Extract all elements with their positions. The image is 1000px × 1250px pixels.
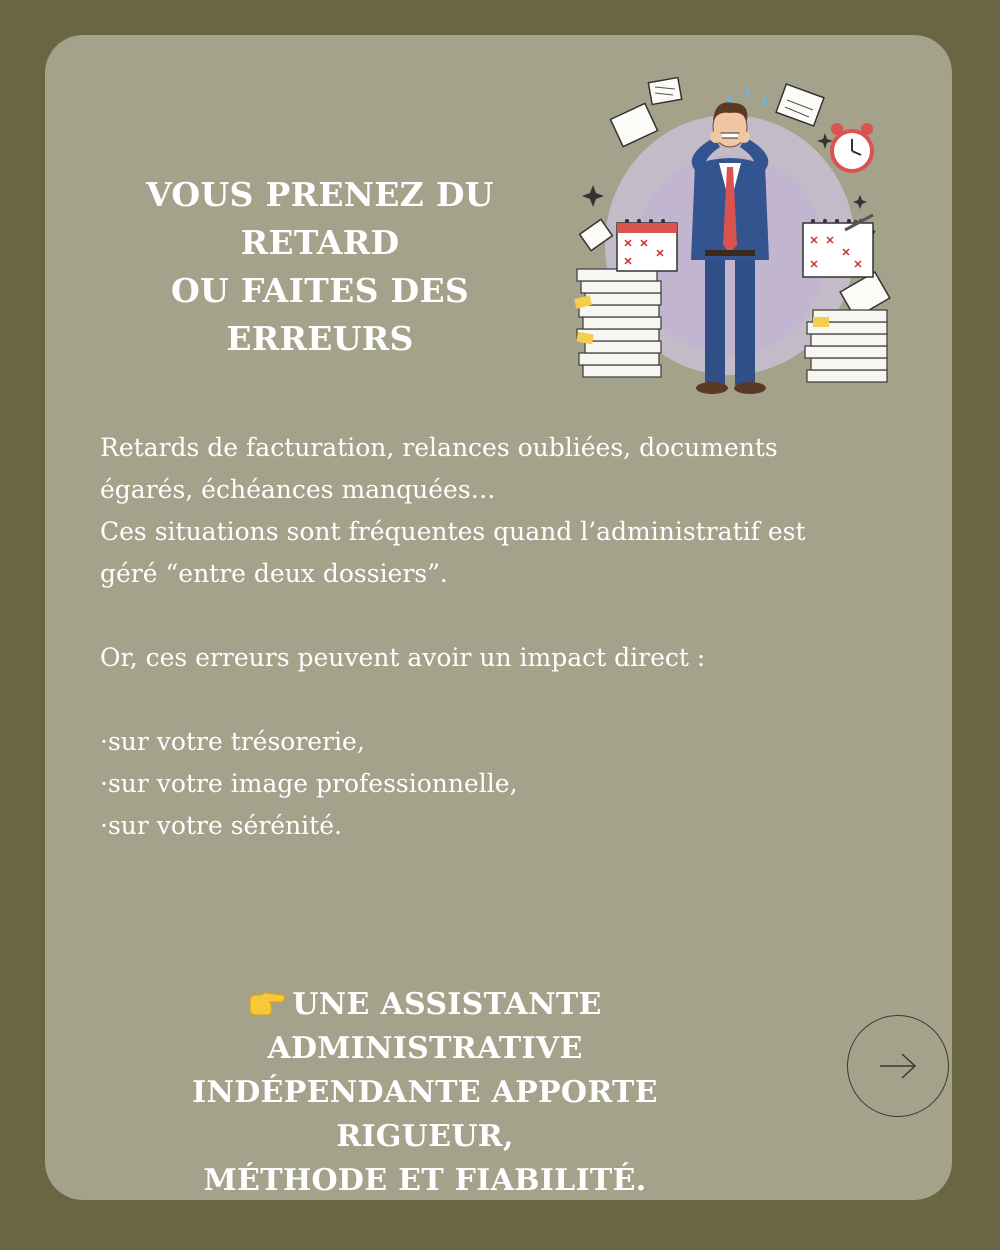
body-text [100,427,880,847]
bullet-item: ·sur votre sérénité. [100,811,342,840]
next-slide-button[interactable] [847,1015,949,1117]
cta-line-1-text: UNE ASSISTANTE ADMINISTRATIVE [267,987,602,1066]
body-line: égarés, échéances manquées… [100,475,496,504]
call-to-action [105,983,745,1200]
title-line-1: VOUS PRENEZ DU RETARD [146,175,494,262]
impact-intro: Or, ces erreurs peuvent avoir un impact direct : [100,643,706,672]
page-title [75,171,565,363]
cta-line-3: MÉTHODE ET FIABILITÉ. [203,1163,647,1198]
content-card [45,35,952,1200]
cta-line-1 [105,983,745,1071]
bullet-item: ·sur votre trésorerie, [100,727,365,756]
body-line: Retards de facturation, relances oubliées, documents [100,433,778,462]
bullet-item: ·sur votre image professionnelle, [100,769,518,798]
cta-line-2: INDÉPENDANTE APPORTE RIGUEUR, [192,1075,658,1154]
pointing-hand-icon [248,989,286,1017]
body-line: Ces situations sont fréquentes quand l’administratif est [100,517,806,546]
body-line: géré “entre deux dossiers”. [100,559,448,588]
stressed-office-worker-illustration [555,55,895,400]
arrow-right-icon [878,1051,918,1081]
title-line-2: OU FAITES DES ERREURS [170,271,470,358]
